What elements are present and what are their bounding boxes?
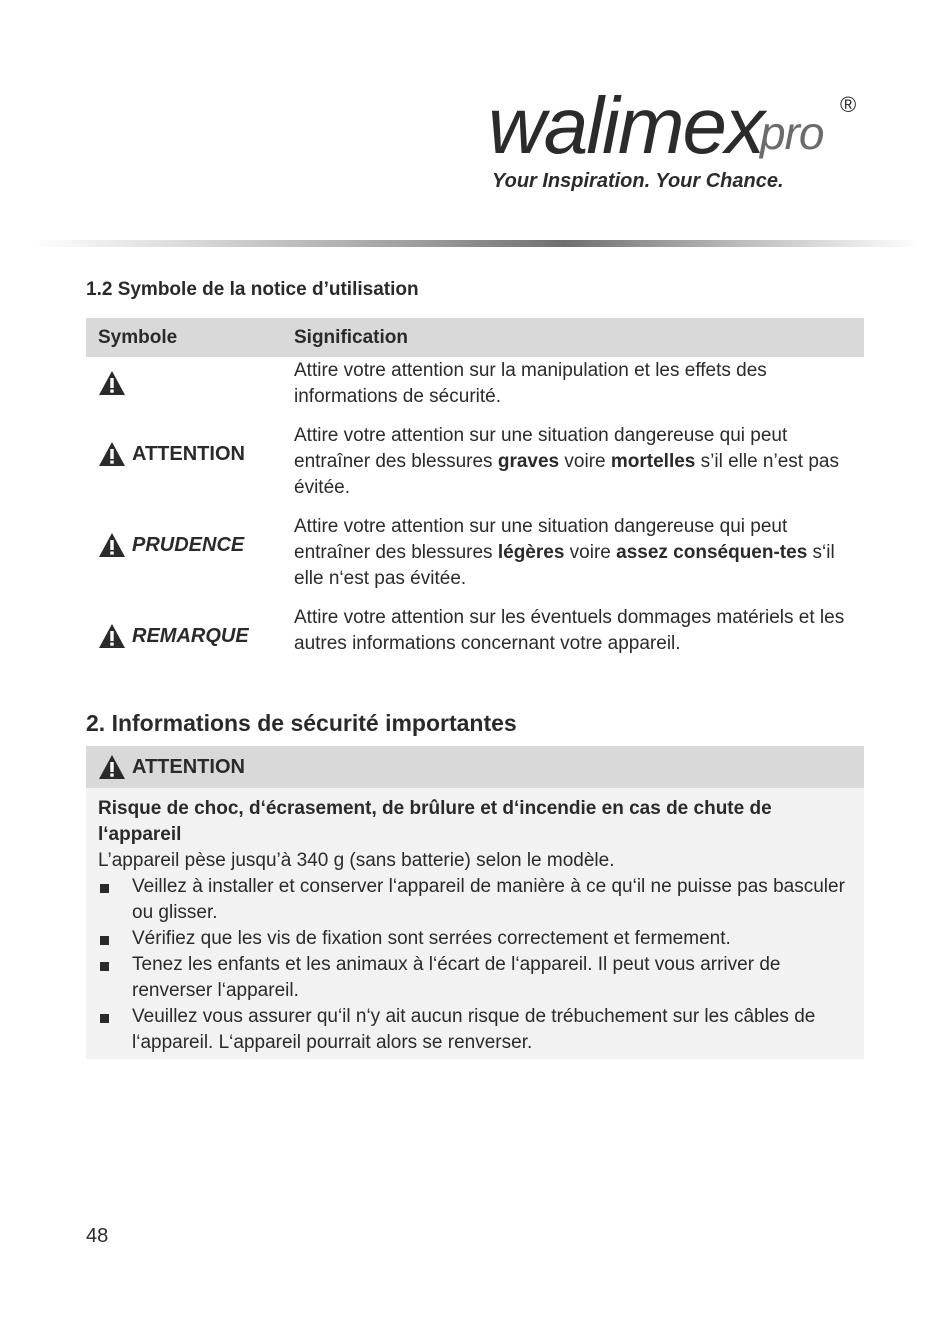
table-row: [86, 423, 864, 501]
signification-cell: Attire votre attention sur la manipulation et les effets des informations de sécurité.: [294, 360, 767, 407]
symbol-table-header: [86, 318, 864, 357]
symbol-label: REMARQUE: [132, 624, 249, 647]
warning-triangle-icon: [98, 370, 126, 396]
warning-triangle-icon: [98, 532, 126, 558]
list-item: Veillez à installer et conserver l‘appareil de manière à ce qu‘il ne puisse pas basculer ou glisser.: [98, 874, 852, 926]
attention-box: [86, 746, 864, 1059]
weight-note: L’appareil pèse jusqu’à 340 g (sans batterie) selon le modèle.: [98, 850, 615, 871]
signification-cell: Attire votre attention sur une situation dangereuse qui peut entraîner des blessures graves voire mortelles s’il elle n’est pas évitée.: [294, 425, 839, 498]
tagline: Your Inspiration. Your Chance.: [492, 170, 784, 192]
table-row: [86, 358, 864, 410]
registered-mark: ®: [840, 92, 857, 117]
signification-cell: Attire votre attention sur les éventuels dommages matériels et les autres informations concernant votre appareil.: [294, 607, 845, 654]
column-header-signification: Signification: [294, 327, 408, 348]
symbol-table: [86, 318, 864, 654]
logo-wordmark: walimex: [488, 81, 763, 170]
symbol-label: PRUDENCE: [132, 533, 245, 556]
list-item: Vérifiez que les vis de fixation sont serrées correctement et fermement.: [98, 926, 852, 952]
header-divider: [30, 240, 920, 247]
bullet-square-icon: [100, 962, 109, 971]
warning-triangle-icon: [98, 623, 126, 649]
symbol-label: ATTENTION: [132, 442, 245, 465]
attention-box-body: [86, 788, 864, 1056]
symbol-cell: [98, 532, 244, 558]
warning-triangle-icon: [98, 441, 126, 467]
list-item: Tenez les enfants et les animaux à l‘écart de l‘appareil. Il peut vous arriver de renverser l‘appareil.: [98, 952, 852, 1004]
bullet-square-icon: [100, 884, 109, 893]
signification-cell: Attire votre attention sur une situation dangereuse qui peut entraîner des blessures légères voire assez conséquen-tes s‘il elle n‘est pas évitée.: [294, 516, 835, 589]
attention-box-header: [86, 746, 864, 788]
symbol-cell: [98, 370, 126, 396]
attention-label: ATTENTION: [132, 755, 245, 778]
bullet-square-icon: [100, 936, 109, 945]
safety-bullet-list: [98, 874, 852, 1056]
attention-symbol: [98, 754, 245, 780]
symbol-cell: [98, 623, 249, 649]
symbol-cell: [98, 441, 245, 467]
section-2-title: 2. Informations de sécurité importantes: [86, 710, 517, 736]
table-row: [86, 605, 864, 657]
bullet-square-icon: [100, 1014, 109, 1023]
walimex-pro-logo: [488, 81, 868, 170]
risk-title: Risque de choc, d‘écrasement, de brûlure et d‘incendie en cas de chute de l‘appareil: [98, 798, 772, 845]
warning-triangle-icon: [98, 754, 126, 780]
list-item: Veuillez vous assurer qu‘il n‘y ait aucun risque de trébuchement sur les câbles de l‘appareil. L‘appareil pourrait alors se renverser.: [98, 1004, 852, 1056]
logo-pro: pro: [760, 107, 824, 159]
table-row: [86, 514, 864, 592]
page-number: 48: [86, 1225, 109, 1247]
column-header-symbole: Symbole: [98, 327, 178, 348]
section-1-2-title: 1.2 Symbole de la notice d’utilisation: [86, 279, 419, 300]
